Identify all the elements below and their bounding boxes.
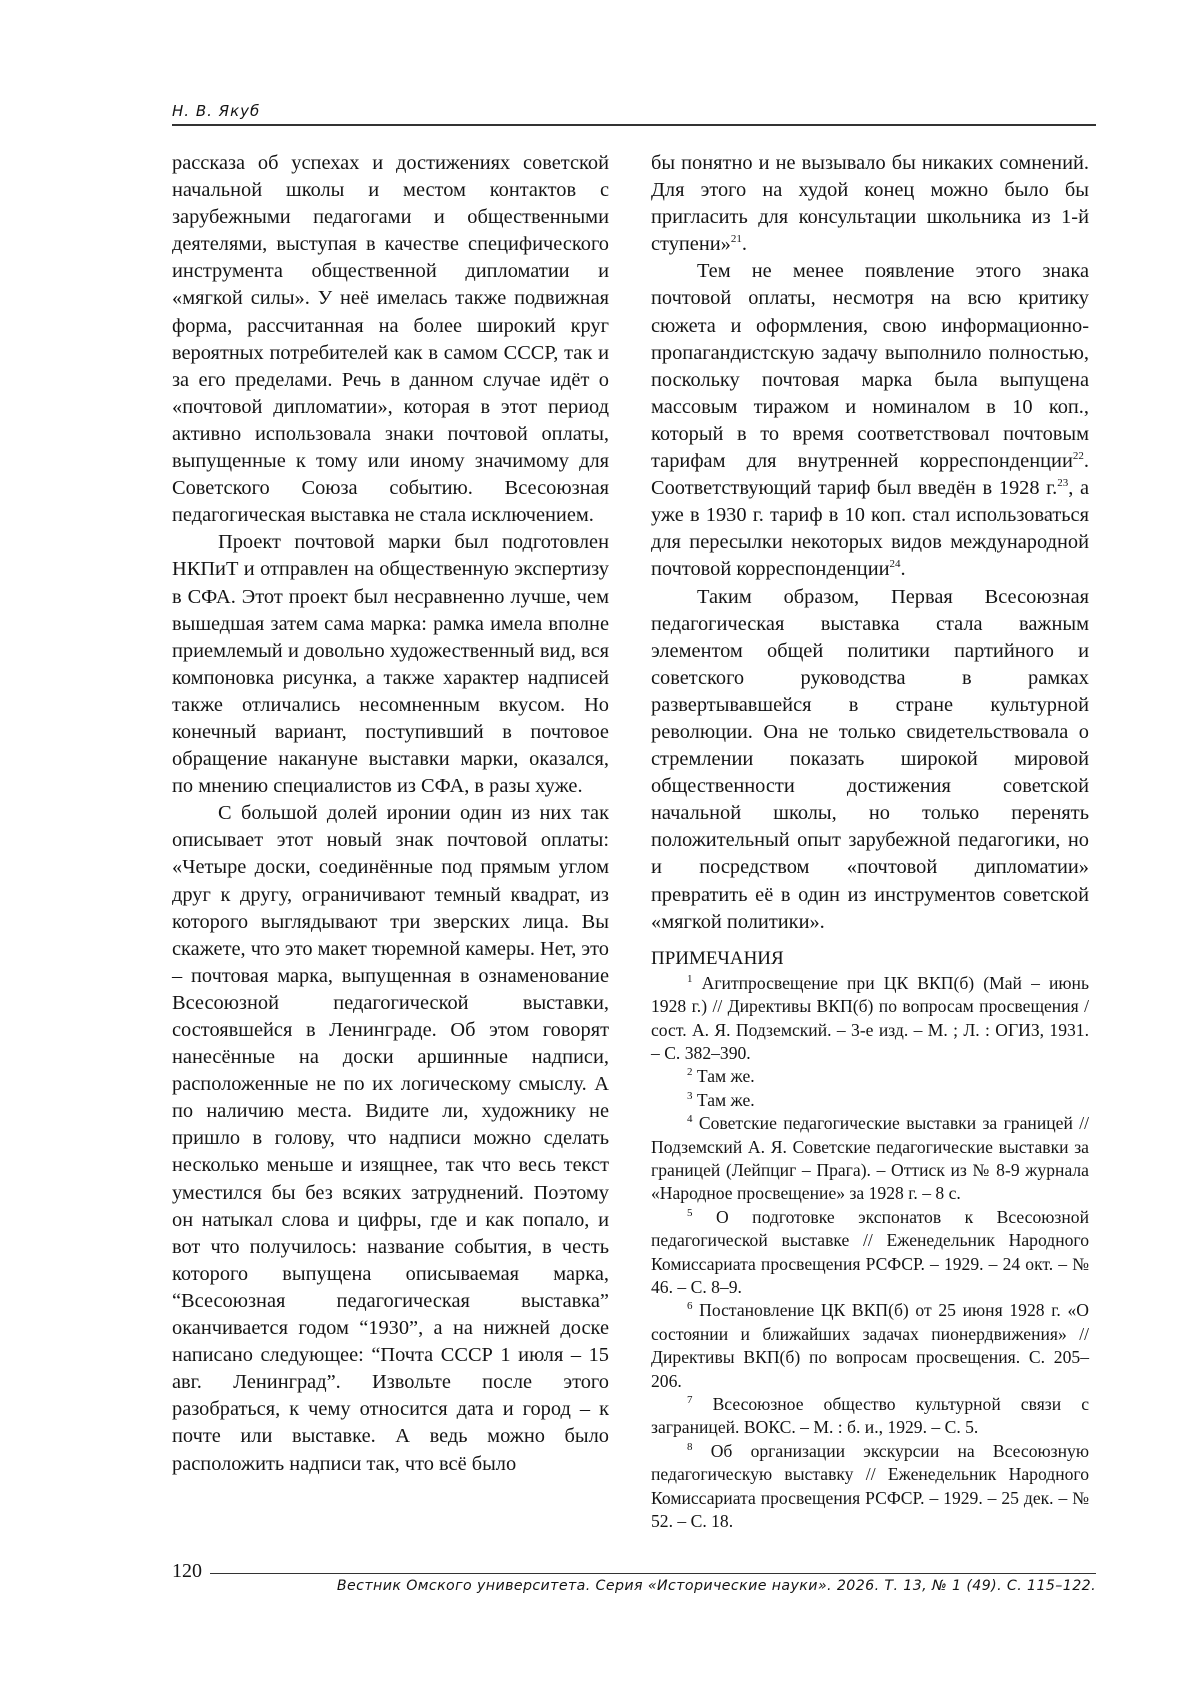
note-item bbox=[651, 1206, 1089, 1300]
paragraph: рассказа об успехах и достижениях советской начальной школы и местом контактов с зарубежными педагогами и общественными деятелями, выступая в качестве специфического инструмента общественной дипломатии и «мягкой силы». У неё имелась также подвижная форма, рассчитанная на более широкий круг вероятных потребителей как в самом СССР, так и за его пределами. Речь в данном случае идёт о «почтовой дипломатии», которая в этот период активно использовала знаки почтовой оплаты, выпущенные к тому или иному значимому для Советского Союза событию. Всесоюзная педагогическая выставка не стала исключением. bbox=[172, 152, 609, 527]
note-number: 3 bbox=[687, 1089, 693, 1102]
running-header bbox=[172, 102, 1096, 121]
header-rule bbox=[172, 124, 1096, 126]
note-item bbox=[651, 972, 1089, 1066]
paragraph: Тем не менее появление этого знака почтовой оплаты, несмотря на всю критику сюжета и оформления, свою информационно-пропагандистскую задачу выполнило полностью, поскольку почтовая марка была выпущена массовым тиражом и номиналом в 10 коп., который в то время соответствовал почтовым тарифам для внутренней корреспонденции$^{22}$. Соответствующий тариф был введён в 1928 г.$^{23}$, а уже в 1930 г. тариф в 10 коп. стал использоваться для пересылки некоторых видов международной почтовой корреспонденции$^{24}$. bbox=[651, 260, 1090, 581]
note-text: Там же. bbox=[696, 1089, 755, 1110]
note-text: Советские педагогические выставки за границей // Подземский А. Я. Советские педагогические выставки за границей (Лейпциг – Прага). – Оттиск из № 8-9 журнала «Народное просвещение» за 1928 г. – 8 с. bbox=[651, 1113, 1090, 1204]
note-text: Всесоюзное общество культурной связи с заграницей. ВОКС. – М. : б. и., 1929. – С. 5. bbox=[651, 1394, 1090, 1438]
notes-list bbox=[651, 972, 1089, 1534]
footnote-ref: 23 bbox=[1057, 477, 1069, 490]
note-number: 5 bbox=[687, 1206, 693, 1219]
left-column bbox=[172, 150, 609, 1478]
page-number: 120 bbox=[172, 1560, 202, 1582]
paragraph-text: , а уже в 1930 г. тариф в 10 коп. стал использоваться для пересылки некоторых видов международной почтовой корреспонденции bbox=[651, 477, 1090, 581]
note-item bbox=[651, 1299, 1089, 1393]
note-item bbox=[651, 1065, 1089, 1088]
note-text: Об организации экскурсии на Всесоюзную педагогическую выставку // Еженедельник Народного Комиссариата просвещения РСФСР. – 1929. – 25 дек. – № 52. – С. 18. bbox=[651, 1440, 1089, 1532]
note-text: Агитпросвещение при ЦК ВКП(б) (Май – июнь 1928 г.) // Директивы ВКП(б) по вопросам просвещения / сост. А. Я. Подземский. – 3-е изд. – М. ; Л. : ОГИЗ, 1931. – С. 382–390. bbox=[651, 972, 1089, 1063]
right-column bbox=[651, 150, 1089, 1533]
note-number: 6 bbox=[687, 1300, 693, 1313]
footnote-ref: 24 bbox=[889, 558, 901, 571]
notes-title: ПРИМЕЧАНИЯ bbox=[651, 947, 784, 969]
note-text: Постановление ЦК ВКП(б) от 25 июня 1928 г. «О состоянии и ближайших задачах пионердвижения» // Директивы ВКП(б) по вопросам просвещения. С. 205–206. bbox=[651, 1300, 1089, 1391]
note-number: 1 bbox=[687, 972, 693, 985]
header-author: Н. В. Якуб bbox=[172, 102, 261, 120]
journal-citation: Вестник Омского университета. Серия «Исторические науки». 2026. Т. 13, № 1 (49). С. 115–122. bbox=[336, 1578, 1096, 1594]
footnote-ref: 22 bbox=[1072, 450, 1084, 463]
paragraph: Проект почтовой марки был подготовлен НКПиТ и отправлен на общественную экспертизу в СФА. Этот проект был несравненно лучше, чем вышедшая затем сама марка: рамка имела вполне приемлемый и довольно художественный вид, вся компоновка рисунка, а также характер надписей также отличались несомненным вкусом. Но конечный вариант, поступивший в почтовое обращение накануне выставки марки, оказался, по мнению специалистов из СФА, в разы хуже. bbox=[172, 531, 609, 798]
note-text: О подготовке экспонатов к Всесоюзной педагогической выставке // Еженедельник Народного Комиссариата просвещения РСФСР. – 1929. – 24 окт. – № 46. – С. 8–9. bbox=[651, 1206, 1089, 1297]
note-text: Там же. bbox=[696, 1066, 755, 1087]
paragraph: Таким образом, Первая Всесоюзная педагогическая выставка стала важным элементом общей политики партийного и советского руководства в рамках развертывавшейся в стране культурной революции. Она не только свидетельствовала о стремлении показать широкой мировой общественности достижения советской начальной школы, но только перенять положительный опыт зарубежной педагогики, но и посредством «почтовой дипломатии» превратить её в один из инструментов советской «мягкой политики». bbox=[651, 585, 1089, 933]
note-number: 8 bbox=[687, 1440, 693, 1453]
note-item bbox=[651, 1112, 1089, 1206]
note-number: 7 bbox=[687, 1394, 693, 1407]
paragraph-text: бы понятно и не вызывало бы никаких сомнений. Для этого на худой конец можно было бы пригласить для консультации школьника из 1-й ступени» bbox=[651, 152, 1089, 256]
footer-rule bbox=[210, 1573, 1096, 1574]
note-number: 2 bbox=[687, 1066, 693, 1079]
note-item bbox=[651, 1440, 1089, 1534]
note-number: 4 bbox=[687, 1113, 693, 1126]
paragraph-text: . Соответствующий тариф был введён в 1928 г. bbox=[651, 450, 1089, 500]
paragraph: бы понятно и не вызывало бы никаких сомнений. Для этого на худой конец можно было бы пригласить для консультации школьника из 1-й ступени»$^{21}$. bbox=[651, 152, 1089, 256]
paragraph: С большой долей иронии один из них так описывает этот новый знак почтовой оплаты: «Четыре доски, соединённые под прямым углом друг к другу, ограничивают темный квадрат, из которого выглядывают три зверских лица. Вы скажете, что это макет тюремной камеры. Нет, это – почтовая марка, выпущенная в ознаменование Всесоюзной педагогической выставки, состоявшейся в Ленинграде. Об этом говорят нанесённые на доски аршинные надписи, расположенные не по их логическому смыслу. А по наличию места. Видите ли, художнику не пришло в голову, что надписи можно сделать несколько меньше и изящнее, так что весь текст уместился бы без всяких затруднений. Поэтому он натыкал слова и цифры, где и как попало, и вот что получилось: название события, в честь которого выпущена описываемая марка, “Всесоюзная педагогическая выставка” оканчивается годом “1930”, а на нижней доске написано следующее: “Почта СССР 1 июля – 15 авг. Ленинград”. Извольте после этого разобраться, к чему относится дата и город – к почте или выставке. А ведь можно было расположить надписи так, что всё было bbox=[172, 802, 609, 1475]
note-item bbox=[651, 1393, 1089, 1440]
note-item bbox=[651, 1089, 1089, 1112]
footnote-ref: 21 bbox=[730, 233, 742, 246]
paragraph-text: Тем не менее появление этого знака почтовой оплаты, несмотря на всю критику сюжета и оформления, свою информационно-пропагандистскую задачу выполнило полностью, поскольку почтовая марка была выпущена массовым тиражом и номиналом в 10 коп., который в то время соответствовал почтовым тарифам для внутренней корреспонденции bbox=[651, 260, 1089, 473]
